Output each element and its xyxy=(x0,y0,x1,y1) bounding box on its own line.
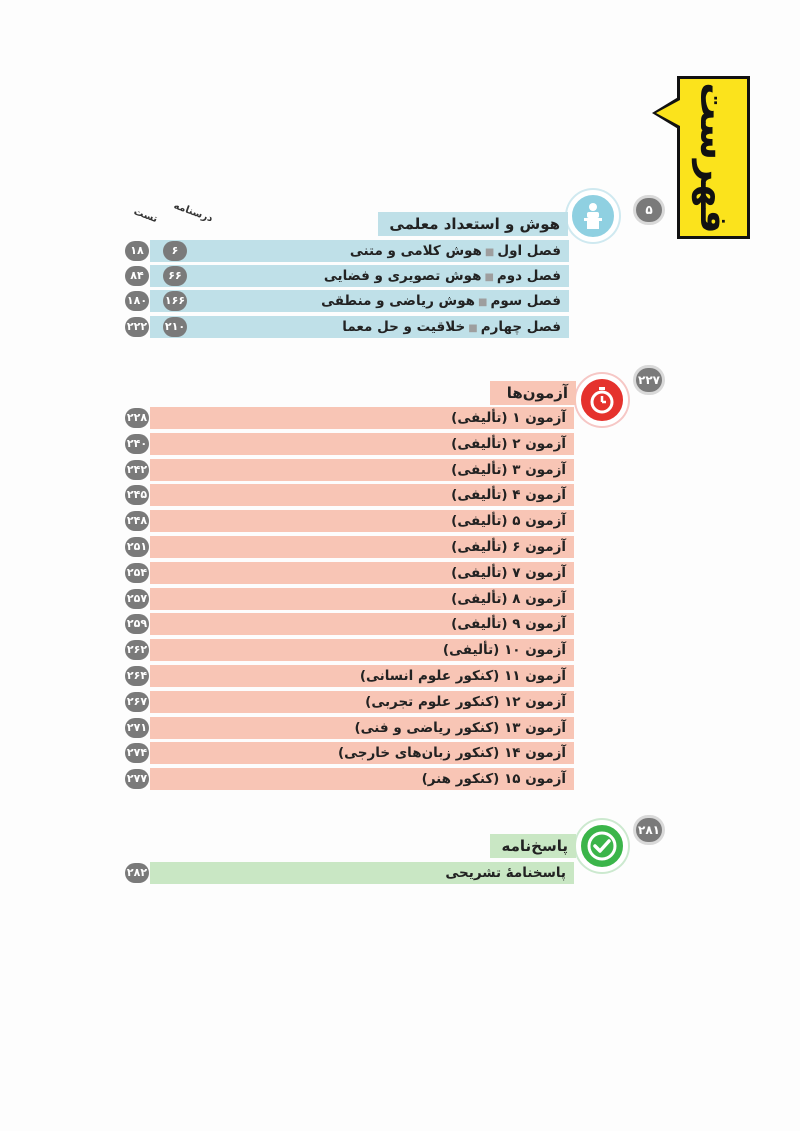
exam-row[interactable]: آزمون ۱۵ (کنکور هنر) xyxy=(150,768,574,790)
test-page-pill[interactable]: ۲۲۲ xyxy=(125,317,149,337)
exam-page-pill[interactable]: ۲۵۱ xyxy=(125,537,149,557)
toc-title-box xyxy=(677,76,750,239)
section1-row[interactable] xyxy=(150,316,569,338)
chapter-label: فصل چهارم xyxy=(480,319,561,335)
exam-row[interactable]: آزمون ۹ (تألیفی) xyxy=(150,613,574,635)
section1-page-badge[interactable]: ۵ xyxy=(636,198,662,222)
lesson-column-label: درسنامه xyxy=(172,200,215,225)
exam-row[interactable]: آزمون ۱۰ (تألیفی) xyxy=(150,639,574,661)
section2-page-badge[interactable]: ۲۲۷ xyxy=(636,368,662,392)
exam-page-pill[interactable]: ۲۵۷ xyxy=(125,589,149,609)
lesson-page-pill[interactable]: ۱۶۶ xyxy=(163,291,187,311)
stopwatch-icon xyxy=(576,374,628,426)
separator-icon: ■ xyxy=(468,323,478,334)
exam-page-pill[interactable]: ۲۴۵ xyxy=(125,485,149,505)
exam-page-pill[interactable]: ۲۴۲ xyxy=(125,460,149,480)
section3-page-badge[interactable]: ۲۸۱ xyxy=(636,818,662,842)
checkmark-icon xyxy=(576,820,628,872)
section1-row[interactable] xyxy=(150,265,569,287)
exam-page-pill[interactable]: ۲۶۲ xyxy=(125,640,149,660)
separator-icon: ■ xyxy=(484,247,495,258)
exam-row[interactable]: آزمون ۱۲ (کنکور علوم تجربی) xyxy=(150,691,574,713)
exam-page-pill[interactable]: ۲۵۹ xyxy=(125,614,149,634)
exam-row[interactable]: آزمون ۷ (تألیفی) xyxy=(150,562,574,584)
exam-page-pill[interactable]: ۲۴۰ xyxy=(125,434,149,454)
test-page-pill[interactable]: ۱۸ xyxy=(125,241,149,261)
exam-page-pill[interactable]: ۲۲۸ xyxy=(125,408,149,428)
lesson-page-pill[interactable]: ۶ xyxy=(163,241,187,261)
section1-row[interactable] xyxy=(150,240,569,262)
section1-title: هوش و استعداد معلمی xyxy=(378,212,568,236)
toc-title: فهرست xyxy=(691,81,736,234)
exam-page-pill[interactable]: ۲۷۴ xyxy=(125,743,149,763)
exam-row[interactable]: آزمون ۵ (تألیفی) xyxy=(150,510,574,532)
section3-title: پاسخ‌نامه xyxy=(490,834,576,858)
exam-page-pill[interactable]: ۲۶۷ xyxy=(125,692,149,712)
exam-row[interactable]: آزمون ۴ (تألیفی) xyxy=(150,484,574,506)
exam-row[interactable]: آزمون ۱۱ (کنکور علوم انسانی) xyxy=(150,665,574,687)
exam-page-pill[interactable]: ۲۶۴ xyxy=(125,666,149,686)
exam-row[interactable]: آزمون ۲ (تألیفی) xyxy=(150,433,574,455)
lesson-page-pill[interactable]: ۶۶ xyxy=(163,266,187,286)
separator-icon: ■ xyxy=(484,272,494,283)
exam-page-pill[interactable]: ۲۵۴ xyxy=(125,563,149,583)
exam-page-pill[interactable]: ۲۷۷ xyxy=(125,769,149,789)
chapter-label: فصل اول xyxy=(497,243,561,259)
lesson-page-pill[interactable]: ۲۱۰ xyxy=(163,317,187,337)
answer-key-page-pill[interactable]: ۲۸۲ xyxy=(125,863,149,883)
test-page-pill[interactable]: ۱۸۰ xyxy=(125,291,149,311)
exam-row[interactable]: آزمون ۸ (تألیفی) xyxy=(150,588,574,610)
exam-row[interactable]: آزمون ۱ (تألیفی) xyxy=(150,407,574,429)
chapter-label: فصل دوم xyxy=(496,268,561,284)
topic-label: هوش ریاضی و منطقی xyxy=(321,293,476,309)
test-column-label: تست xyxy=(132,206,159,226)
exam-page-pill[interactable]: ۲۷۱ xyxy=(125,718,149,738)
chapter-label: فصل سوم xyxy=(490,293,561,309)
topic-label: هوش تصویری و فضایی xyxy=(323,268,482,284)
exam-row[interactable]: آزمون ۶ (تألیفی) xyxy=(150,536,574,558)
separator-icon: ■ xyxy=(478,297,488,308)
presenter-icon xyxy=(567,190,619,242)
exam-row[interactable]: آزمون ۳ (تألیفی) xyxy=(150,459,574,481)
answer-key-row[interactable]: پاسخنامۀ تشریحی xyxy=(150,862,574,884)
exam-row[interactable]: آزمون ۱۴ (کنکور زبان‌های خارجی) xyxy=(150,742,574,764)
test-page-pill[interactable]: ۸۴ xyxy=(125,266,149,286)
topic-label: هوش کلامی و متنی xyxy=(349,243,482,259)
exam-page-pill[interactable]: ۲۴۸ xyxy=(125,511,149,531)
exam-row[interactable]: آزمون ۱۳ (کنکور ریاضی و فنی) xyxy=(150,717,574,739)
section2-title: آزمون‌ها xyxy=(490,381,576,405)
topic-label: خلاقیت و حل معما xyxy=(342,319,466,335)
section1-row[interactable] xyxy=(150,290,569,312)
